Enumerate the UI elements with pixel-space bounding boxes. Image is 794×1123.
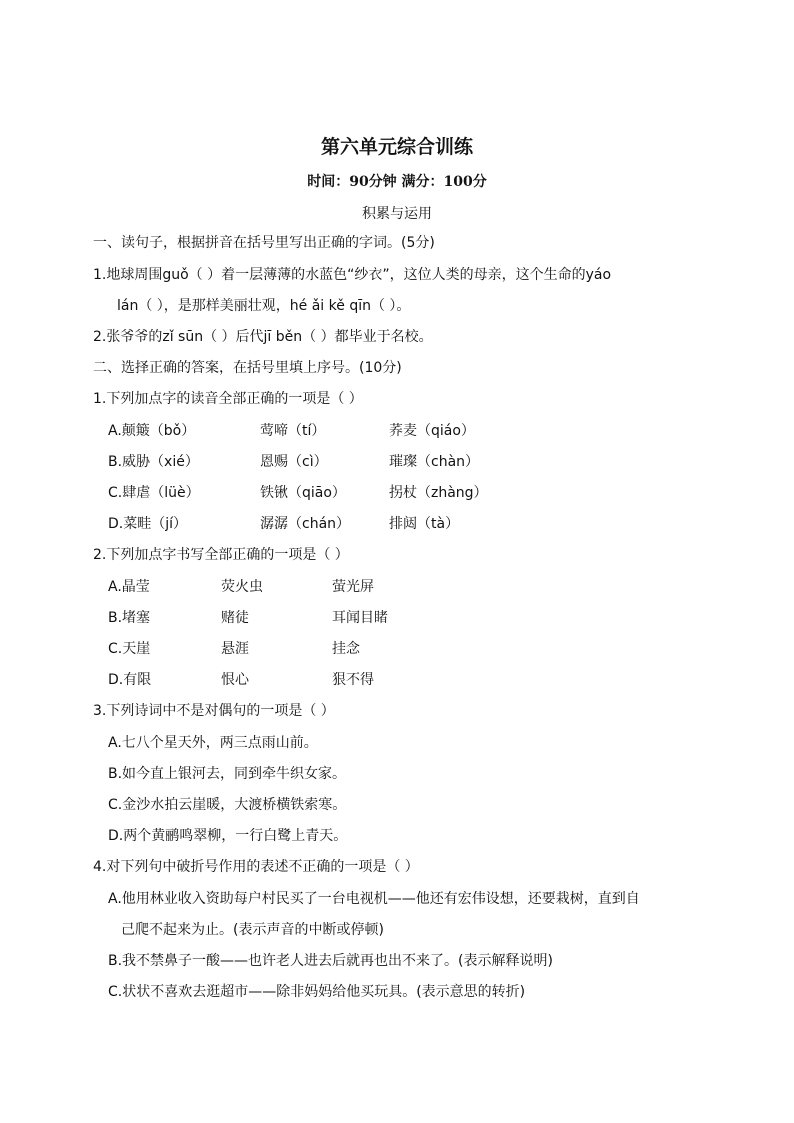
option-item: 潺潺（chán） xyxy=(260,516,351,532)
option-item: 萤光屏 xyxy=(332,579,374,595)
section-heading: 积累与运用 xyxy=(362,206,432,222)
part2-heading: 二、选择正确的答案，在括号里填上序号。(10分) xyxy=(93,360,402,376)
part2-q3-option-b: B.如今直上银河去，同到牵牛织女家。 xyxy=(108,766,347,782)
part2-q4-option-b: B.我不禁鼻子一酸——也许老人进去后就再也出不来了。(表示解释说明) xyxy=(108,953,553,969)
option-item: 拐杖（zhàng） xyxy=(389,485,488,501)
exam-time-score: 时间：90分钟 满分：100分 xyxy=(307,174,487,190)
part2-q3-stem: 3.下列诗词中不是对偶句的一项是（ ） xyxy=(93,703,335,719)
option-item: C.肆虐（lüè） xyxy=(108,485,200,501)
part2-q4-stem: 4.对下列句中破折号作用的表述不正确的一项是（ ） xyxy=(93,859,419,875)
option-item: A.颠簸（bǒ） xyxy=(108,423,196,439)
part2-q4-option-a-line1: A.他用林业收入资助每户村民买了一台电视机——他还有宏伟设想，还要栽树，直到自 xyxy=(108,891,640,907)
page-title: 第六单元综合训练 xyxy=(320,136,473,158)
option-item: 悬涯 xyxy=(221,641,249,657)
part2-q2-stem: 2.下列加点字书写全部正确的一项是（ ） xyxy=(93,547,349,563)
option-item: 铁锹（qiāo） xyxy=(260,485,346,501)
option-item: 恨心 xyxy=(221,672,249,688)
option-item: C.天崖 xyxy=(108,641,151,657)
option-item: B.堵塞 xyxy=(108,610,151,626)
option-item: 耳闻目睹 xyxy=(332,610,388,626)
option-item: D.有限 xyxy=(108,672,152,688)
part1-q2: 2.张爷爷的zǐ sūn（ ）后代jī běn（ ）都毕业于名校。 xyxy=(93,329,433,345)
option-item: 莺啼（tí） xyxy=(260,423,326,439)
option-item: B.威胁（xié） xyxy=(108,454,199,470)
part1-q1-line1: 1.地球周围guǒ（ ）着一层薄薄的水蓝色“纱衣”，这位人类的母亲，这个生命的yáo xyxy=(93,267,612,283)
option-item: D.菜畦（jí） xyxy=(108,516,188,532)
part2-q4-option-c: C.状状不喜欢去逛超市——除非妈妈给他买玩具。(表示意思的转折) xyxy=(108,984,526,1000)
part1-heading: 一、读句子，根据拼音在括号里写出正确的字词。(5分) xyxy=(93,235,435,251)
part2-q1-stem: 1.下列加点字的读音全部正确的一项是（ ） xyxy=(93,391,363,407)
option-item: A.晶莹 xyxy=(108,579,150,595)
option-item: 狠不得 xyxy=(332,672,374,688)
part2-q3-option-d: D.两个黄鹂鸣翠柳，一行白鹭上青天。 xyxy=(108,828,348,844)
part2-q4-option-a-line2: 己爬不起来为止。(表示声音的中断或停顿) xyxy=(121,922,384,938)
part2-q3-option-c: C.金沙水拍云崖暖，大渡桥横铁索寒。 xyxy=(108,797,347,813)
option-item: 恩赐（cì） xyxy=(260,454,328,470)
option-item: 挂念 xyxy=(332,641,360,657)
option-item: 荧火虫 xyxy=(221,579,263,595)
part1-q1-line2: lán（ ），是那样美丽壮观，hé ǎi kě qīn（ ）。 xyxy=(117,298,411,314)
option-item: 荞麦（qiáo） xyxy=(389,423,475,439)
option-item: 赌徒 xyxy=(221,610,249,626)
option-item: 排闼（tà） xyxy=(389,516,460,532)
part2-q3-option-a: A.七八个星天外，两三点雨山前。 xyxy=(108,735,318,751)
option-item: 璀璨（chàn） xyxy=(389,454,480,470)
